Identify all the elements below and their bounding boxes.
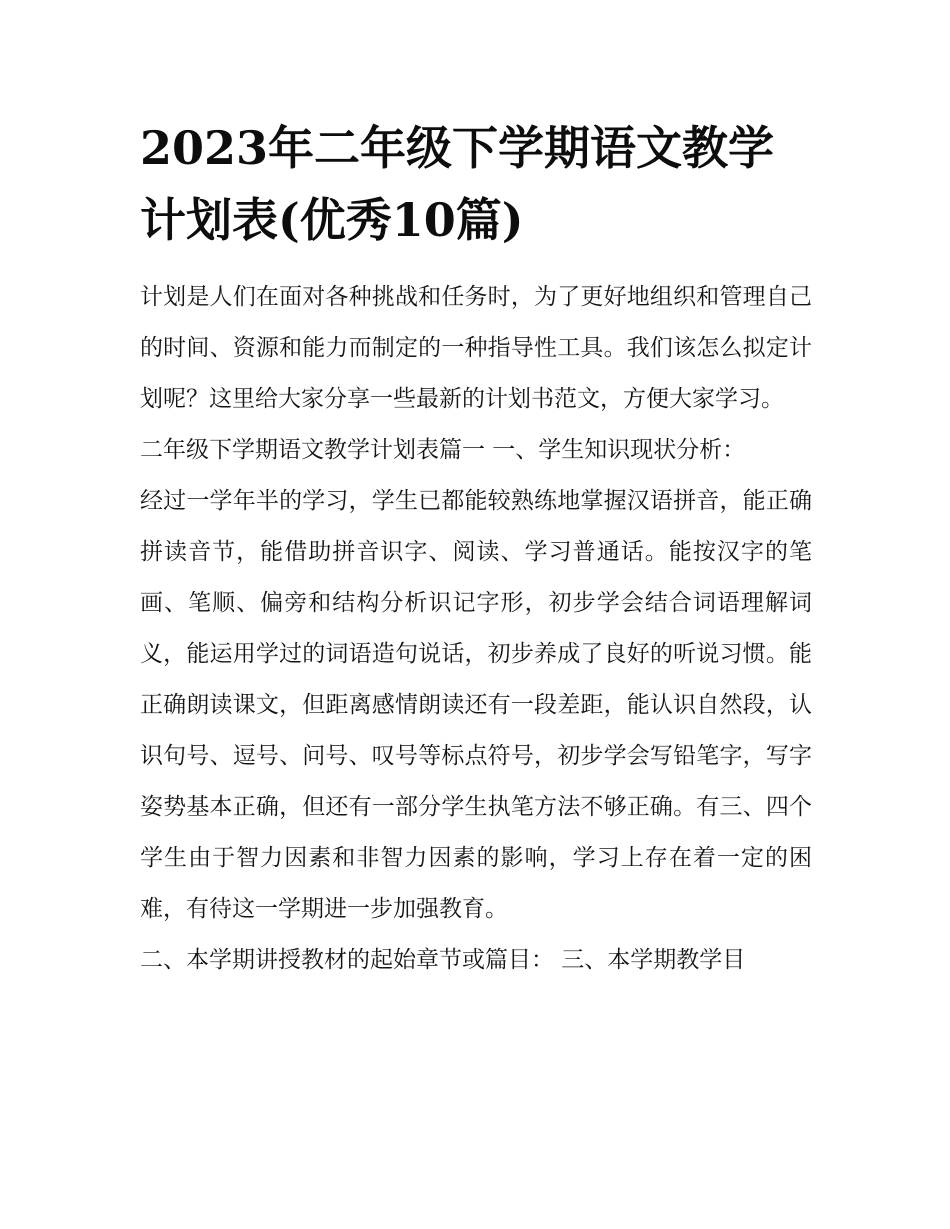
document-title: 2023年二年级下学期语文教学计划表(优秀10篇)	[140, 121, 775, 247]
next-section-paragraph: 二、本学期讲授教材的起始章节或篇目： 三、本学期教学目	[140, 947, 746, 973]
document-page	[140, 112, 812, 986]
analysis-paragraph: 经过一学年半的学习，学生已都能较熟练地掌握汉语拼音，能正确拼读音节，能借助拼音识字、阅读、学习普通话。能按汉字的笔画、笔顺、偏旁和结构分析识记字形，初步学会结合词语理解词义，能运用学过的词语造句说话，初步养成了良好的听说习惯。能正确朗读课文，但距离感情朗读还有一段差距，能认识自然段，认识句号、逗号、问号、叹号等标点符号，初步学会写铅笔字，写字姿势基本正确，但还有一部分学生执笔方法不够正确。有三、四个学生由于智力因素和非智力因素的影响，学习上存在着一定的困难，有待这一学期进一步加强教育。	[140, 488, 812, 922]
section-heading-paragraph: 二年级下学期语文教学计划表篇一 一、学生知识现状分析：	[140, 437, 746, 463]
intro-paragraph: 计划是人们在面对各种挑战和任务时，为了更好地组织和管理自己的时间、资源和能力而制定的一种指导性工具。我们该怎么拟定计划呢？这里给大家分享一些最新的计划书范文，方便大家学习。	[140, 284, 812, 412]
